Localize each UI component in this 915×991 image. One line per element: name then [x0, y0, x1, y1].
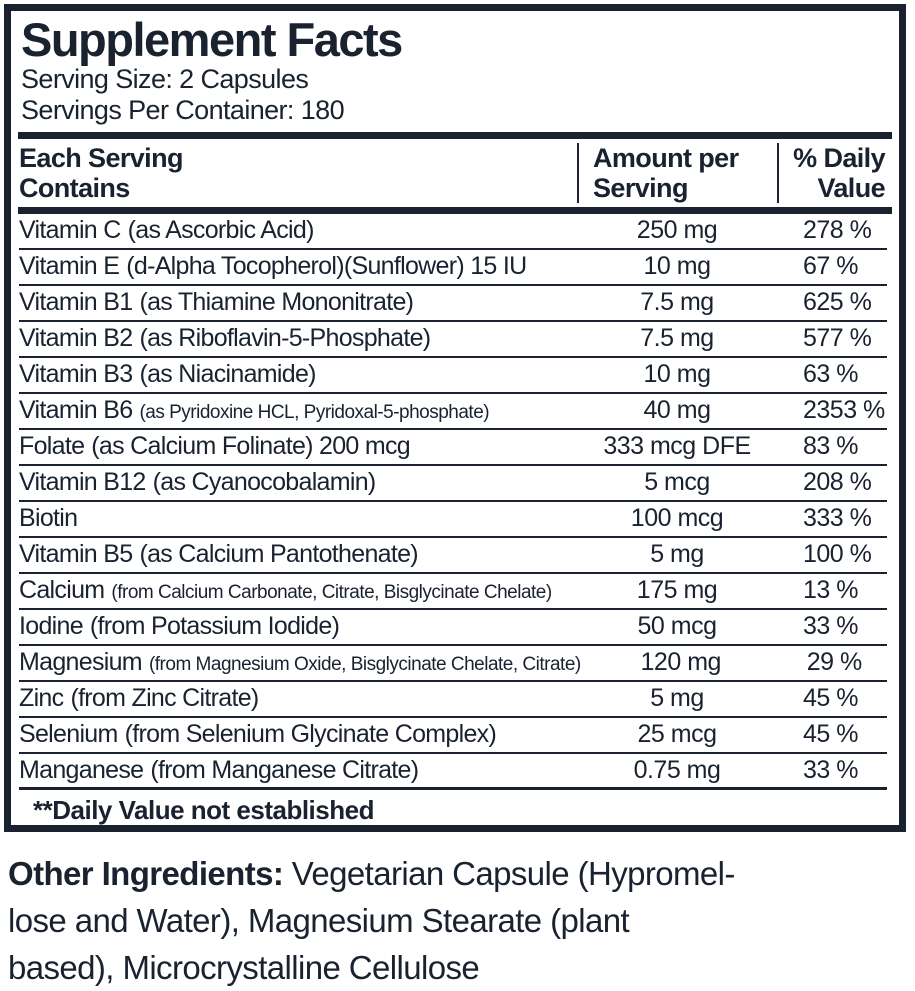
nutrient-detail: (from Calcium Carbonate, Citrate, Bisglycinate Chelate) [111, 581, 552, 603]
nutrient-detail: (from Selenium Glycinate Complex) [124, 719, 497, 748]
nutrient-amount: 5 mcg [644, 467, 710, 496]
nutrient-amount: 175 mg [636, 575, 718, 604]
nutrient-name-text: Calcium [19, 575, 105, 604]
column-header-daily-value-line2: Value [817, 172, 885, 203]
nutrient-name-text: Folate [19, 431, 85, 460]
nutrient-detail: (from Magnesium Oxide, Bisglycinate Chelate, Citrate) [148, 653, 581, 675]
nutrient-daily-value: 13 % [803, 575, 858, 604]
table-row [19, 646, 887, 682]
nutrient-daily-value: 333 % [803, 503, 872, 532]
table-row [19, 394, 887, 430]
daily-value-footnote: **Daily Value not established [33, 794, 374, 825]
nutrient-daily-value: 45 % [803, 683, 858, 712]
column-header-amount [577, 143, 777, 203]
table-row [19, 466, 887, 502]
nutrient-name [19, 286, 577, 319]
nutrient-name [19, 574, 577, 609]
nutrient-amount: 0.75 mg [633, 755, 721, 784]
nutrient-name-text: Vitamin E [19, 251, 120, 280]
table-row [19, 430, 887, 466]
nutrient-daily-value: 100 % [803, 539, 872, 568]
divider-thick-top [18, 132, 892, 139]
nutrient-amount: 10 mg [643, 251, 711, 280]
column-header-each-serving-line2: Contains [19, 172, 130, 203]
nutrient-amount: 7.5 mg [640, 287, 714, 316]
nutrient-daily-value: 63 % [803, 359, 858, 388]
nutrient-name [19, 502, 577, 535]
supplement-facts-panel [4, 4, 906, 832]
column-header-daily-value-line1: % Daily [793, 142, 885, 173]
nutrient-name [19, 610, 577, 643]
nutrient-name-text: Vitamin B3 [19, 359, 133, 388]
nutrient-amount: 7.5 mg [640, 323, 714, 352]
table-row [19, 682, 887, 718]
nutrient-name-text: Vitamin B12 [19, 467, 146, 496]
nutrient-name-text: Selenium [19, 719, 118, 748]
nutrient-name-text: Vitamin B6 [19, 395, 133, 424]
other-ingredients-label: Other Ingredients: [8, 855, 284, 892]
nutrient-detail: (as Calcium Pantothenate) [139, 539, 418, 568]
nutrient-detail: (from Potassium Iodide) [89, 611, 340, 640]
nutrient-name [19, 466, 577, 499]
nutrient-daily-value: 67 % [803, 251, 858, 280]
nutrient-name [19, 682, 577, 715]
nutrient-name [19, 394, 577, 429]
nutrient-amount: 40 mg [643, 395, 711, 424]
column-header-each-serving [19, 143, 577, 203]
nutrient-daily-value: 625 % [803, 287, 872, 316]
nutrient-daily-value: 33 % [803, 611, 858, 640]
nutrient-name-text: Iodine [19, 611, 83, 640]
nutrient-detail: (from Zinc Citrate) [70, 683, 259, 712]
table-row [19, 502, 887, 538]
nutrient-name [19, 250, 577, 283]
nutrient-detail: (as Niacinamide) [139, 359, 316, 388]
nutrient-detail: (as Cyanocobalamin) [152, 467, 376, 496]
nutrient-daily-value: 29 % [806, 647, 862, 676]
column-header-daily-value [777, 143, 887, 203]
nutrient-detail: (as Riboflavin-5-Phosphate) [139, 323, 431, 352]
table-row [19, 538, 887, 574]
table-row [19, 574, 887, 610]
nutrient-name-text: Vitamin B1 [19, 287, 133, 316]
nutrient-name-text: Vitamin B2 [19, 323, 133, 352]
nutrient-amount: 5 mg [650, 539, 704, 568]
nutrient-daily-value: 278 % [803, 215, 872, 244]
nutrient-name [19, 646, 581, 681]
nutrient-name [19, 322, 577, 355]
panel-header-block [11, 11, 899, 128]
nutrient-name-text: Magnesium [19, 647, 142, 676]
column-header-amount-line1: Amount per [593, 142, 739, 173]
other-ingredients-line1-text: Vegetarian Capsule (Hypromel- [283, 855, 735, 892]
nutrient-amount: 25 mcg [637, 719, 717, 748]
panel-title: Supplement Facts [21, 13, 402, 66]
nutrient-name [19, 358, 577, 391]
table-row [19, 358, 887, 394]
nutrient-amount: 120 mg [640, 647, 721, 676]
nutrient-daily-value: 208 % [803, 467, 872, 496]
other-ingredients-line2: lose and Water), Magnesium Stearate (plant [8, 902, 630, 939]
table-row [19, 718, 887, 754]
table-row [19, 322, 887, 358]
nutrient-name-text: Vitamin B5 [19, 539, 133, 568]
other-ingredients-line1 [8, 850, 908, 897]
divider-thick-bottom [18, 207, 892, 214]
nutrient-name-text: Biotin [19, 503, 78, 532]
table-row [19, 214, 887, 250]
nutrient-table [19, 214, 887, 790]
column-header-each-serving-line1: Each Serving [19, 142, 183, 173]
table-row [19, 250, 887, 286]
nutrient-name-text: Zinc [19, 683, 64, 712]
nutrient-amount: 100 mcg [630, 503, 724, 532]
column-header-amount-line2: Serving [593, 172, 688, 203]
nutrient-daily-value: 83 % [803, 431, 858, 460]
serving-size-line: Serving Size: 2 Capsules [21, 63, 309, 94]
table-row [19, 754, 887, 790]
nutrient-daily-value: 2353 % [803, 395, 885, 424]
other-ingredients [8, 850, 908, 991]
nutrient-name [19, 430, 577, 463]
other-ingredients-line3: based), Microcrystalline Cellulose [8, 949, 480, 986]
nutrient-amount: 250 mg [636, 215, 718, 244]
servings-per-container-line: Servings Per Container: 180 [21, 94, 344, 125]
nutrient-name [19, 718, 577, 751]
nutrient-detail: (from Manganese Citrate) [150, 755, 419, 784]
table-column-headers [19, 139, 887, 207]
nutrient-name [19, 538, 577, 571]
nutrient-detail: (as Pyridoxine HCL, Pyridoxal-5-phosphate) [139, 401, 490, 423]
nutrient-detail: (d-Alpha Tocopherol)(Sunflower) 15 IU [126, 251, 527, 280]
nutrient-daily-value: 577 % [803, 323, 872, 352]
table-row [19, 610, 887, 646]
nutrient-detail: (as Ascorbic Acid) [127, 215, 314, 244]
nutrient-amount: 5 mg [650, 683, 704, 712]
table-row [19, 286, 887, 322]
nutrient-name [19, 754, 577, 787]
nutrient-daily-value: 45 % [803, 719, 858, 748]
nutrient-name-text: Vitamin C [19, 215, 121, 244]
nutrient-name [19, 214, 577, 247]
nutrient-amount: 10 mg [643, 359, 711, 388]
nutrient-amount: 50 mcg [637, 611, 717, 640]
nutrient-name-text: Manganese [19, 755, 144, 784]
nutrient-detail: (as Thiamine Mononitrate) [139, 287, 414, 316]
nutrient-daily-value: 33 % [803, 755, 858, 784]
nutrient-detail: (as Calcium Folinate) 200 mcg [91, 431, 411, 460]
nutrient-amount: 333 mcg DFE [603, 431, 751, 460]
